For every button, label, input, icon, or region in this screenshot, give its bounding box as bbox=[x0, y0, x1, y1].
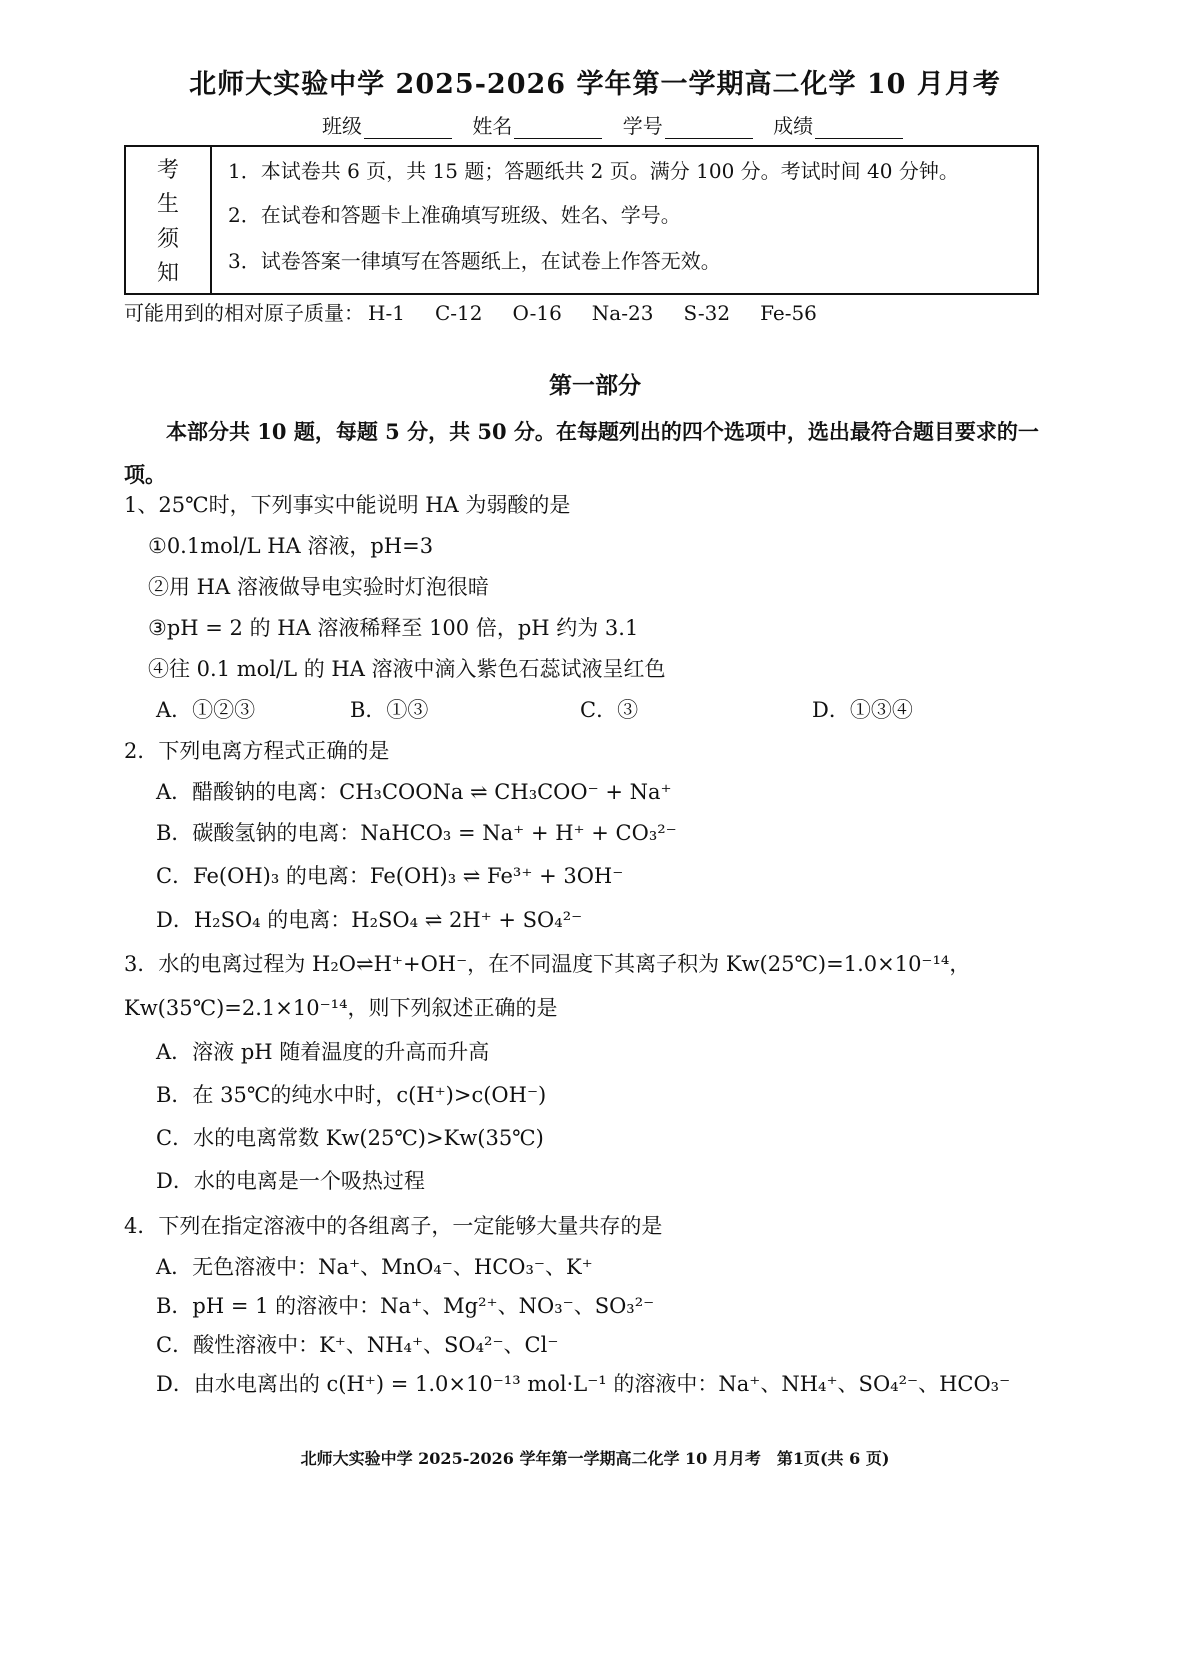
notice-item: 2．在试卷和答题卡上准确填写班级、姓名、学号。 bbox=[228, 203, 681, 227]
student-id-field[interactable]: 学号 bbox=[623, 110, 753, 139]
q4-option-b[interactable]: B．pH = 1 的溶液中：Na⁺、Mg²⁺、NO₃⁻、SO₃²⁻ bbox=[156, 1294, 655, 1318]
q2-option-d[interactable]: D．H₂SO₄ 的电离：H₂SO₄ ⇌ 2H⁺ + SO₄²⁻ bbox=[156, 908, 583, 932]
name-field[interactable]: 姓名 bbox=[472, 110, 602, 139]
q1-fact-4: ④往 0.1 mol/L 的 HA 溶液中滴入紫色石蕊试液呈红色 bbox=[148, 657, 666, 681]
notice-item: 1．本试卷共 6 页，共 15 题；答题纸共 2 页。满分 100 分。考试时间 40 分钟。 bbox=[228, 159, 959, 183]
section-title: 第一部分 bbox=[549, 372, 641, 399]
q4-option-c[interactable]: C．酸性溶液中：K⁺、NH₄⁺、SO₄²⁻、Cl⁻ bbox=[156, 1333, 559, 1357]
q1-fact-3: ③pH = 2 的 HA 溶液稀释至 100 倍，pH 约为 3.1 bbox=[148, 616, 639, 640]
question-2-stem: 2．下列电离方程式正确的是 bbox=[124, 739, 390, 763]
class-field[interactable]: 班级 bbox=[322, 110, 452, 139]
question-4-stem: 4．下列在指定溶液中的各组离子，一定能够大量共存的是 bbox=[124, 1214, 663, 1238]
exam-notice-box bbox=[124, 145, 1039, 295]
q1-fact-1: ①0.1mol/L HA 溶液，pH=3 bbox=[148, 534, 434, 558]
q4-option-a[interactable]: A．无色溶液中：Na⁺、MnO₄⁻、HCO₃⁻、K⁺ bbox=[156, 1255, 593, 1279]
notice-item: 3．试卷答案一律填写在答题纸上，在试卷上作答无效。 bbox=[228, 249, 721, 273]
question-3-stem-line-1: 3．水的电离过程为 H₂O⇌H⁺+OH⁻，在不同温度下其离子积为 Kw(25℃)=1.0×10⁻¹⁴， bbox=[124, 952, 971, 976]
q4-option-d[interactable]: D．由水电离出的 c(H⁺) = 1.0×10⁻¹³ mol·L⁻¹ 的溶液中：Na⁺、NH₄⁺、SO₄²⁻、HCO₃⁻ bbox=[156, 1372, 1011, 1396]
q2-option-c[interactable]: C．Fe(OH)₃ 的电离：Fe(OH)₃ ⇌ Fe³⁺ + 3OH⁻ bbox=[156, 864, 624, 888]
question-3-stem-line-2: Kw(35℃)=2.1×10⁻¹⁴，则下列叙述正确的是 bbox=[124, 996, 558, 1020]
question-1-stem: 1、25℃时，下列事实中能说明 HA 为弱酸的是 bbox=[124, 493, 571, 517]
student-info-fields bbox=[322, 110, 917, 139]
q3-option-b[interactable]: B．在 35℃的纯水中时，c(H⁺)>c(OH⁻) bbox=[156, 1083, 547, 1107]
q2-option-a[interactable]: A．醋酸钠的电离：CH₃COONa ⇌ CH₃COO⁻ + Na⁺ bbox=[156, 780, 672, 804]
atomic-masses: 可能用到的相对原子质量： H-1 C-12 O-16 Na-23 S-32 Fe-56 bbox=[124, 301, 817, 325]
q1-fact-2: ②用 HA 溶液做导电实验时灯泡很暗 bbox=[148, 575, 489, 599]
notice-side-label: 考 生 须 知 bbox=[126, 147, 212, 293]
exam-title: 北师大实验中学 2025-2026 学年第一学期高二化学 10 月月考 bbox=[189, 69, 1001, 100]
q2-option-b[interactable]: B．碳酸氢钠的电离：NaHCO₃ = Na⁺ + H⁺ + CO₃²⁻ bbox=[156, 821, 677, 845]
q1-option-a[interactable]: A．①②③ bbox=[156, 698, 256, 722]
page-footer: 北师大实验中学 2025-2026 学年第一学期高二化学 10 月月考 第1页(共 6 页) bbox=[300, 1449, 890, 1468]
q1-option-c[interactable]: C．③ bbox=[580, 698, 639, 722]
section-intro: 本部分共 10 题，每题 5 分，共 50 分。在每题列出的四个选项中，选出最符合题目要求的一项。 bbox=[124, 419, 1039, 487]
q3-option-c[interactable]: C．水的电离常数 Kw(25℃)>Kw(35℃) bbox=[156, 1126, 544, 1150]
q3-option-a[interactable]: A．溶液 pH 随着温度的升高而升高 bbox=[156, 1040, 490, 1064]
q1-option-d[interactable]: D．①③④ bbox=[812, 698, 913, 722]
q1-option-b[interactable]: B．①③ bbox=[350, 698, 429, 722]
score-field[interactable]: 成绩 bbox=[773, 110, 903, 139]
q3-option-d[interactable]: D．水的电离是一个吸热过程 bbox=[156, 1169, 425, 1193]
